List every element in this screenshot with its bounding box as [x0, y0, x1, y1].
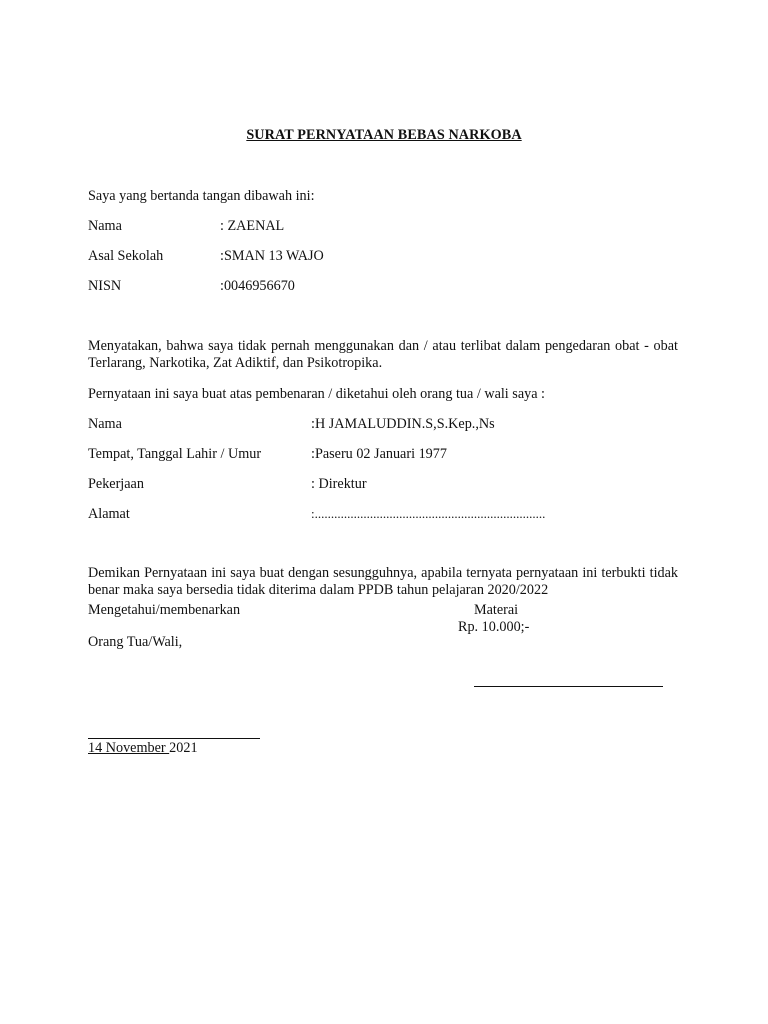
guardian-job-value: : Direktur [311, 476, 367, 492]
student-nisn-label: NISN [88, 278, 122, 294]
acknowledge-text: Mengetahui/membenarkan [88, 602, 241, 618]
guardian-address-value: :....................................................................... [311, 506, 546, 521]
stamp-label: Materai [474, 602, 519, 618]
document-date [88, 740, 198, 757]
student-name-value: : ZAENAL [220, 218, 285, 234]
student-school-value: :SMAN 13 WAJO [220, 248, 324, 264]
student-school-label: Asal Sekolah [88, 248, 164, 264]
parent-label: Orang Tua/Wali, [88, 634, 183, 650]
student-signature-line [474, 686, 663, 687]
guardian-address-label: Alamat [88, 506, 130, 522]
guardian-name-label: Nama [88, 416, 122, 432]
guardian-birth-label: Tempat, Tanggal Lahir / Umur [88, 446, 262, 462]
guardian-job-label: Pekerjaan [88, 476, 144, 492]
student-nisn-value: :0046956670 [220, 278, 295, 294]
closing-paragraph: Demikan Pernyataan ini saya buat dengan sesungguhnya, apabila ternyata pernyataan ini terbukti tidak benar maka saya bersedia tidak diterima dalam PPDB tahun pelajaran 2020/2022 [88, 565, 678, 598]
guardian-intro-text: Pernyataan ini saya buat atas pembenaran / diketahui oleh orang tua / wali saya : [88, 386, 545, 402]
statement-paragraph: Menyatakan, bahwa saya tidak pernah menggunakan dan / atau terlibat dalam pengedaran obat - obat Terlarang, Narkotika, Zat Adiktif, dan Psikotropika. [88, 338, 678, 371]
date-year: 2021 [169, 740, 198, 756]
parent-signature-line [88, 738, 260, 739]
stamp-value: Rp. 10.000;- [458, 619, 530, 635]
student-name-label: Nama [88, 218, 122, 234]
guardian-name-value: :H JAMALUDDIN.S,S.Kep.,Ns [311, 416, 495, 432]
date-day-month: 14 November [88, 740, 170, 756]
intro-text: Saya yang bertanda tangan dibawah ini: [88, 188, 315, 204]
guardian-birth-value: :Paseru 02 Januari 1977 [311, 446, 447, 462]
document-title: SURAT PERNYATAAN BEBAS NARKOBA [246, 127, 522, 143]
